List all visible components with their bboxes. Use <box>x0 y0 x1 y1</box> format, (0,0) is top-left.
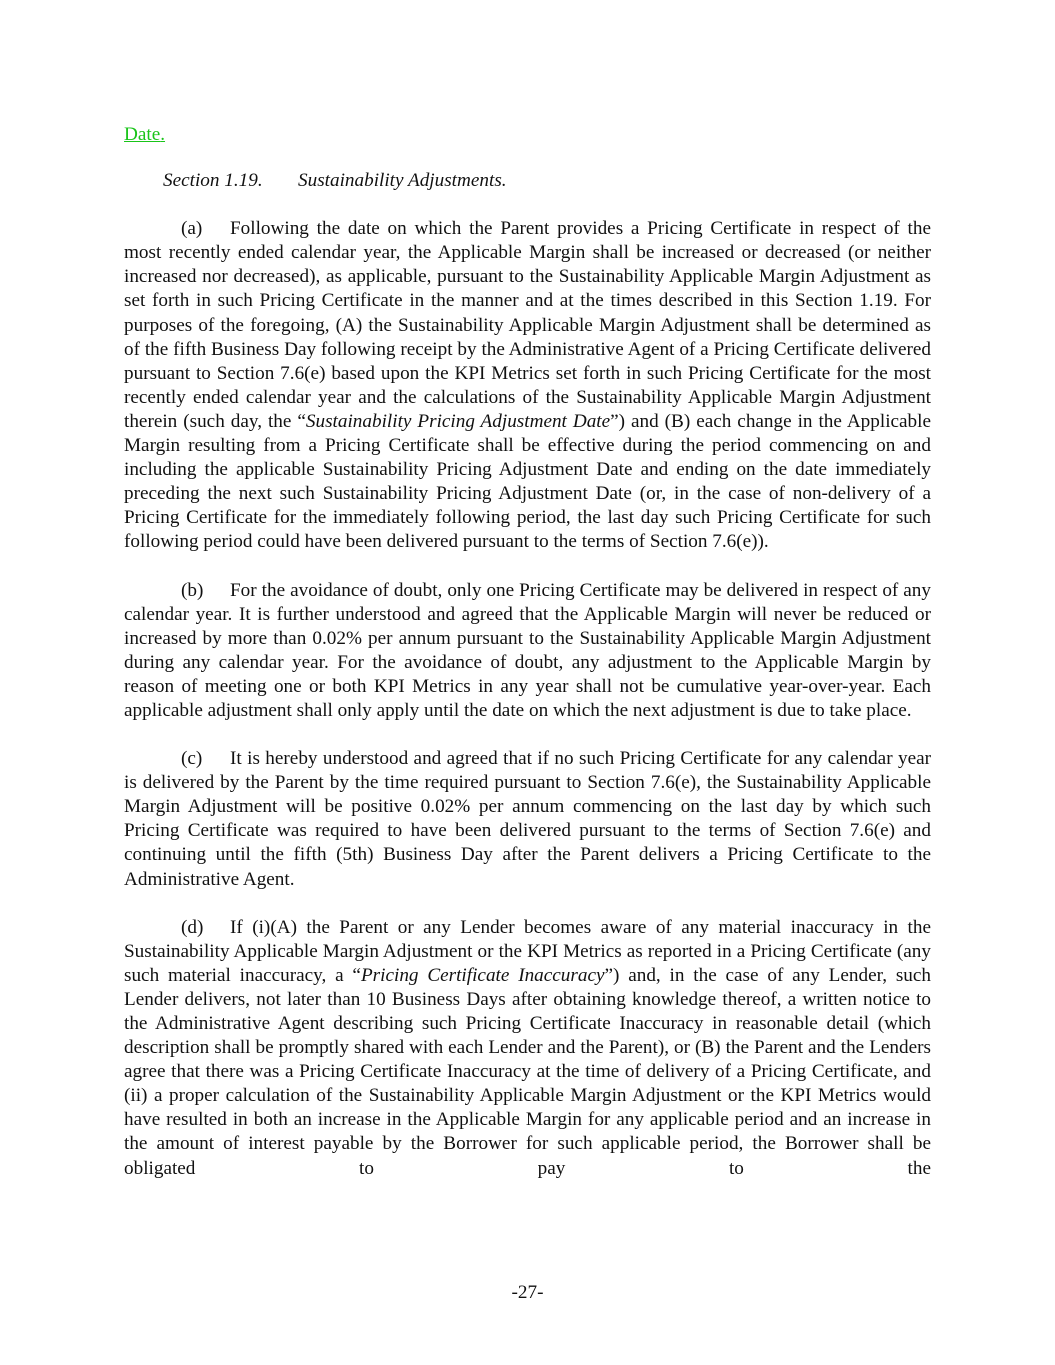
date-link-period: . <box>160 124 166 145</box>
section-title: Sustainability Adjustments. <box>298 170 507 192</box>
paragraph-a-label: (a) <box>181 218 203 240</box>
document-page <box>124 123 931 1181</box>
paragraph-d-label: (d) <box>181 916 204 938</box>
paragraph-c-text: It is hereby understood and agreed that if no such Pricing Certificate for any calendar year is delivered by the Parent by the time required pursuant to Section 7.6(e), the Sustainability Applicable Margin Adjustment will be positive 0.02% per annum commencing on the last day by which such Pricing Certificate was required to have been delivered pursuant to the terms of Section 7.6(e) and continuing until the fifth (5th) Business Day after the Parent delivers a Pricing Certificate to the Administrative Agent. <box>124 748 931 890</box>
paragraph-b <box>124 579 931 724</box>
paragraph-c-label: (c) <box>181 748 203 770</box>
section-heading <box>124 169 931 193</box>
paragraph-a-defined-term: Sustainability Pricing Adjustment Date <box>305 410 611 432</box>
paragraph-c <box>124 747 931 892</box>
section-number: Section 1.19. <box>163 170 263 192</box>
paragraph-a-text-1: Following the date on which the Parent provides a Pricing Certificate in respect of the most recently ended calendar year, the Applicable Margin shall be increased or decreased (or neither increased nor decreased), as applicable, pursuant to the Sustainability Applicable Margin Adjustment as set forth in such Pricing Certificate in the manner and at the times described in this Section 1.19. For purposes of the foregoing, (A) the Sustainability Applicable Margin Adjustment shall be determined as of the fifth Business Day following receipt by the Administrative Agent of a Pricing Certificate delivered pursuant to Section 7.6(e) based upon the KPI Metrics set forth in such Pricing Certificate for the most recently ended calendar year and the calculations of the Sustainability Applicable Margin Adjustment therein (such day, the “ <box>124 218 931 432</box>
page-number: -27- <box>511 1282 544 1303</box>
top-fragment <box>124 123 931 147</box>
paragraph-d <box>124 916 931 1181</box>
date-link-text[interactable]: Date <box>124 124 161 145</box>
paragraph-a-text-2: ”) and (B) each change in the Applicable Margin resulting from a Pricing Certificate shall be effective during the period commencing on and including the applicable Sustainability Pricing Adjustment Date and ending on the date immediately preceding the next such Sustainability Pricing Adjustment Date (or, in the case of non-delivery of a Pricing Certificate for the immediately following period, the last day such Pricing Certificate for such following period could have been delivered pursuant to the terms of Section 7.6(e)). <box>124 410 931 553</box>
paragraph-a <box>124 217 931 554</box>
paragraph-d-text-2: ”) and, in the case of any Lender, such Lender delivers, not later than 10 Business Days after obtaining knowledge thereof, a written notice to the Administrative Agent describing such Pricing Certificate Inaccuracy in reasonable detail (which description shall be promptly shared with each Lender and the Parent), or (B) the Parent and the Lenders agree that there was a Pricing Certificate Inaccuracy at the time of delivery of a Pricing Certificate, and (ii) a proper calculation of the Sustainability Applicable Margin Adjustment or the KPI Metrics would have resulted in both an increase in the Applicable Margin for any applicable period and an increase in the amount of interest payable by the Borrower for such applicable period, the Borrower shall be obligated to pay to the <box>124 964 931 1179</box>
paragraph-b-text: For the avoidance of doubt, only one Pricing Certificate may be delivered in respect of any calendar year. It is further understood and agreed that the Applicable Margin will never be reduced or increased by more than 0.02% per annum pursuant to the Sustainability Applicable Margin Adjustment during any calendar year. For the avoidance of doubt, any adjustment to the Applicable Margin by reason of meeting one or both KPI Metrics in any year shall not be cumulative year-over-year. Each applicable adjustment shall only apply until the date on which the next adjustment is due to take place. <box>124 579 931 721</box>
paragraph-b-label: (b) <box>181 579 204 601</box>
paragraph-d-defined-term: Pricing Certificate Inaccuracy <box>360 964 605 986</box>
paragraph-d-text-1: If (i)(A) the Parent or any Lender becomes aware of any material inaccuracy in the Sustainability Applicable Margin Adjustment or the KPI Metrics as reported in a Pricing Certificate (any such material inaccuracy, a “ <box>124 916 931 986</box>
